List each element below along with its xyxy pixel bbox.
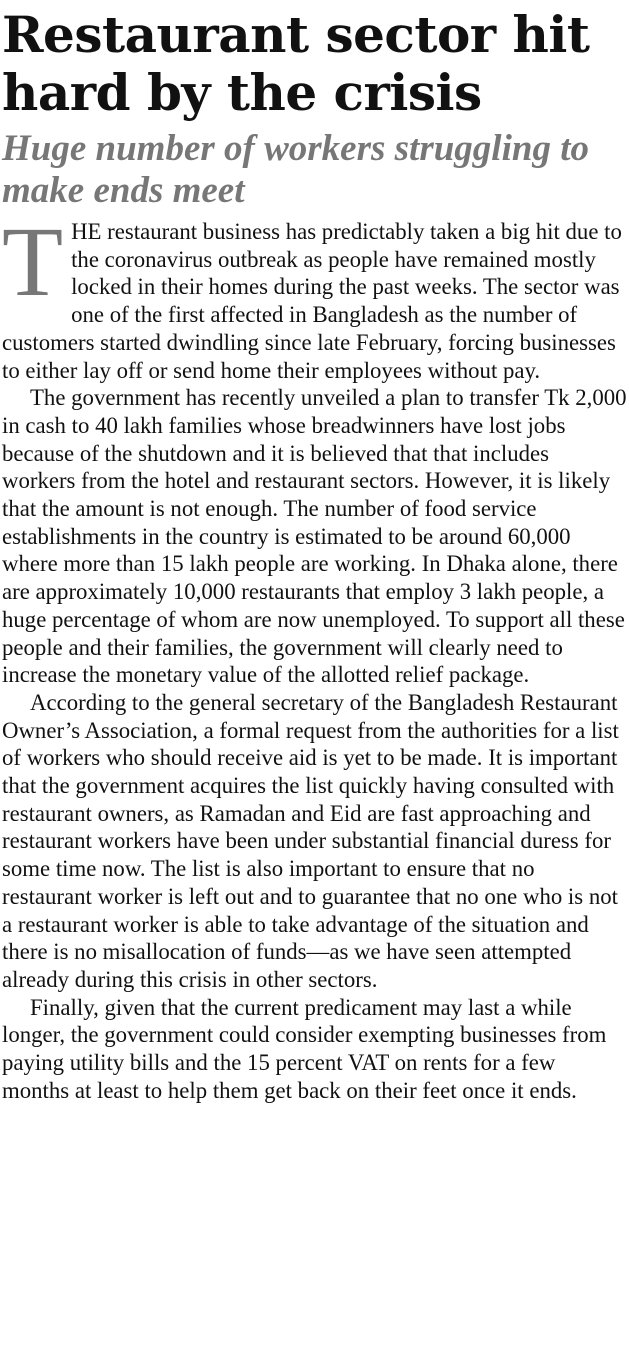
paragraph-2: The government has recently unveiled a plan to transfer Tk 2,000 in cash to 40 lakh families whose breadwinners have lost jobs because of the shutdown and it is believed that that includes workers from the hotel and restaurant sectors. However, it is likely that the amount is not enough. The number of food service establishments in the country is estimated to be around 60,000 where more than 15 lakh people are working. In Dhaka alone, there are approximately 10,000 restaurants that employ 3 lakh people, a huge percentage of whom are now unemployed. To support all these people and their families, the government will clearly need to increase the monetary value of the allotted relief package. [2, 385, 627, 688]
paragraph-3: According to the general secretary of the Bangladesh Restaurant Owner’s Association, a formal request from the authorities for a list of workers who should receive aid is yet to be made. It is important that the government acquires the list quickly having consulted with restaurant owners, as Ramadan and Eid are fast approaching and restaurant workers have been under substantial financial duress for some time now. The list is also important to ensure that no restaurant worker is left out and to guarantee that no one who is not a restaurant worker is able to take advantage of the situation and there is no misallocation of funds—as we have seen attempted already during this crisis in other sectors. [2, 689, 619, 992]
paragraph-1 [2, 206, 627, 384]
subheadline: Huge number of workers struggling to make ends meet [2, 128, 589, 211]
paragraph-1-text: HE restaurant business has predictably taken a big hit due to the coronavirus outbreak as people have remained mostly locked in their homes during the past weeks. The sector was one of the first affected in Bangladesh as the number of customers started dwindling since late February, forcing businesses to either lay off or send home their employees without pay. [2, 219, 622, 383]
paragraph-4: Finally, given that the current predicament may last a while longer, the government could consider exempting businesses from paying utility bills and the 15 percent VAT on rents for a few months at least to help them get back on their feet once it ends. [2, 994, 607, 1103]
article-body [0, 206, 629, 1105]
headline: Restaurant sector hit hard by the crisis [2, 5, 590, 122]
drop-cap: T [2, 206, 64, 317]
